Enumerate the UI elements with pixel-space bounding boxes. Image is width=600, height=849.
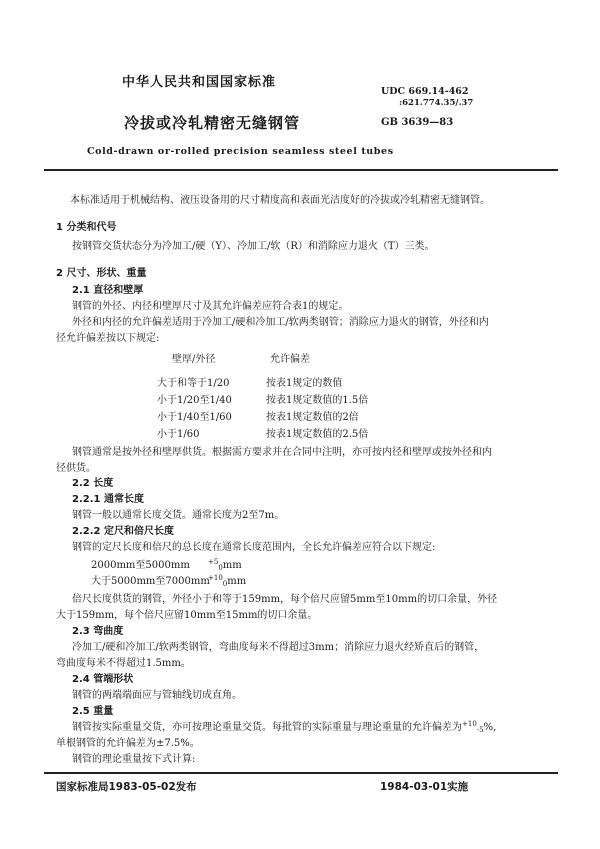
table-row-ratio: 小于1/20至1/40	[157, 395, 232, 406]
table-row-ratio: 小于1/60	[157, 429, 200, 440]
intro-text: 本标准适用于机械结构、液压设备用的尺寸精度高和表面光洁度好的冷拔或冷轧精密无缝钢管。	[70, 195, 490, 206]
length-range: 2000mm至5000mm	[91, 560, 190, 571]
weight-tolerance-unit: %,	[483, 722, 497, 733]
section-1-text: 按钢管交货状态分为冷加工/硬（Y）、冷加工/软（R）和消除应力退火（T）三类。	[72, 241, 435, 252]
length-range: 大于5000mm至7000mm	[91, 576, 210, 587]
section-2-2-2-heading: 2.2.2 定尺和倍尺长度	[72, 526, 174, 537]
section-2-2-2-p1: 钢管的定尺长度和倍尺的总长度在通常长度范围内，全长允许偏差应符合以下规定:	[72, 542, 436, 553]
table-row-tolerance: 按表1规定的数值	[266, 378, 343, 389]
tolerance-lower: 0	[222, 580, 228, 588]
table-header-ratio: 壁厚/外径	[172, 354, 216, 365]
title-en: Cold-drawn or-rolled precision seamless steel tubes	[87, 146, 394, 157]
tolerance-lower: 0	[218, 564, 223, 572]
section-2-1-p1: 钢管的外径、内径和壁厚尺寸及其允许偏差应符合表1的规定。	[72, 301, 349, 312]
section-2-1-p3a: 钢管通常是按外径和壁厚供货。根据需方要求并在合同中注明，亦可按内径和壁厚或按外径和内	[72, 447, 492, 458]
section-2-3-heading: 2.3 弯曲度	[72, 626, 124, 637]
table-header-tolerance: 允许偏差	[270, 354, 310, 365]
section-2-2-heading: 2.2 长度	[72, 478, 114, 489]
header-rule	[44, 169, 558, 171]
title-cn: 冷拔或冷轧精密无缝钢管	[124, 114, 301, 132]
effective-date: 1984-03-01实施	[380, 781, 469, 793]
section-2-5-heading: 2.5 重量	[72, 706, 114, 717]
weight-tolerance-upper: +10	[462, 720, 477, 728]
section-2-4-heading: 2.4 管端形状	[72, 674, 134, 685]
section-2-1-p3b: 径供货。	[56, 463, 96, 474]
section-2-5-p1a-text: 钢管按实际重量交货，亦可按理论重量交货。每批管的实际重量与理论重量的允许偏差为	[72, 722, 462, 733]
udc-line1: UDC 669.14-462	[381, 86, 469, 97]
section-2-1-heading: 2.1 直径和壁厚	[72, 285, 144, 296]
udc-line2: :621.774.35/.37	[399, 98, 474, 108]
section-1-heading: 1 分类和代号	[56, 222, 117, 233]
section-2-5-p1b: 单根钢管的允许偏差为±7.5%。	[56, 738, 200, 749]
length-tolerance	[208, 576, 246, 588]
table-row-ratio: 小于1/40至1/60	[157, 412, 232, 423]
section-2-3-p1a: 冷加工/硬和冷加工/软两类钢管，弯曲度每米不得超过3mm；消除应力退火经矫直后的钢管，	[72, 642, 485, 653]
section-2-2-2-p2a: 倍尺长度供货的钢管，外径小于和等于159mm，每个倍尺应留5mm至10mm的切口余量，外径	[72, 594, 498, 605]
section-2-4-text: 钢管的两端端面应与管轴线切成直角。	[72, 690, 242, 701]
table-row-ratio: 大于和等于1/20	[157, 378, 230, 389]
section-2-3-p1b: 弯曲度每米不得超过1.5mm。	[56, 658, 191, 669]
weight-tolerance-lower: -5	[476, 726, 484, 734]
section-2-5-p1a	[72, 722, 496, 734]
section-2-5-p2: 钢管的理论重量按下式计算:	[72, 754, 196, 765]
section-2-1-p2a: 外径和内径的允许偏差适用于冷加工/硬和冷加工/软两类钢管；消除应力退火的钢管，外径和内	[72, 317, 489, 328]
section-2-2-1-heading: 2.2.1 通常长度	[72, 494, 144, 505]
standard-org: 中华人民共和国国家标准	[122, 75, 277, 90]
issued-date: 国家标准局1983-05-02发布	[56, 781, 197, 793]
tolerance-upper: +5	[208, 558, 219, 566]
section-2-2-1-text: 钢管一般以通常长度交货。通常长度为2至7m。	[72, 510, 285, 521]
tolerance-unit: mm	[222, 560, 242, 571]
section-2-1-p2b: 径允许偏差按以下规定:	[56, 333, 160, 344]
length-tolerance	[208, 560, 242, 572]
tolerance-upper: +10	[208, 574, 223, 582]
table-row-tolerance: 按表1规定数值的2.5倍	[266, 429, 369, 440]
table-row-tolerance: 按表1规定数值的1.5倍	[266, 395, 369, 406]
section-2-2-2-p2b: 大于159mm，每个倍尺应留10mm至15mm的切口余量。	[56, 610, 318, 621]
gb-code: GB 3639—83	[381, 117, 454, 128]
footer-rule	[44, 772, 558, 774]
section-2-heading: 2 尺寸、形状、重量	[56, 268, 147, 279]
table-row-tolerance: 按表1规定数值的2倍	[266, 412, 359, 423]
tolerance-unit: mm	[227, 576, 247, 587]
